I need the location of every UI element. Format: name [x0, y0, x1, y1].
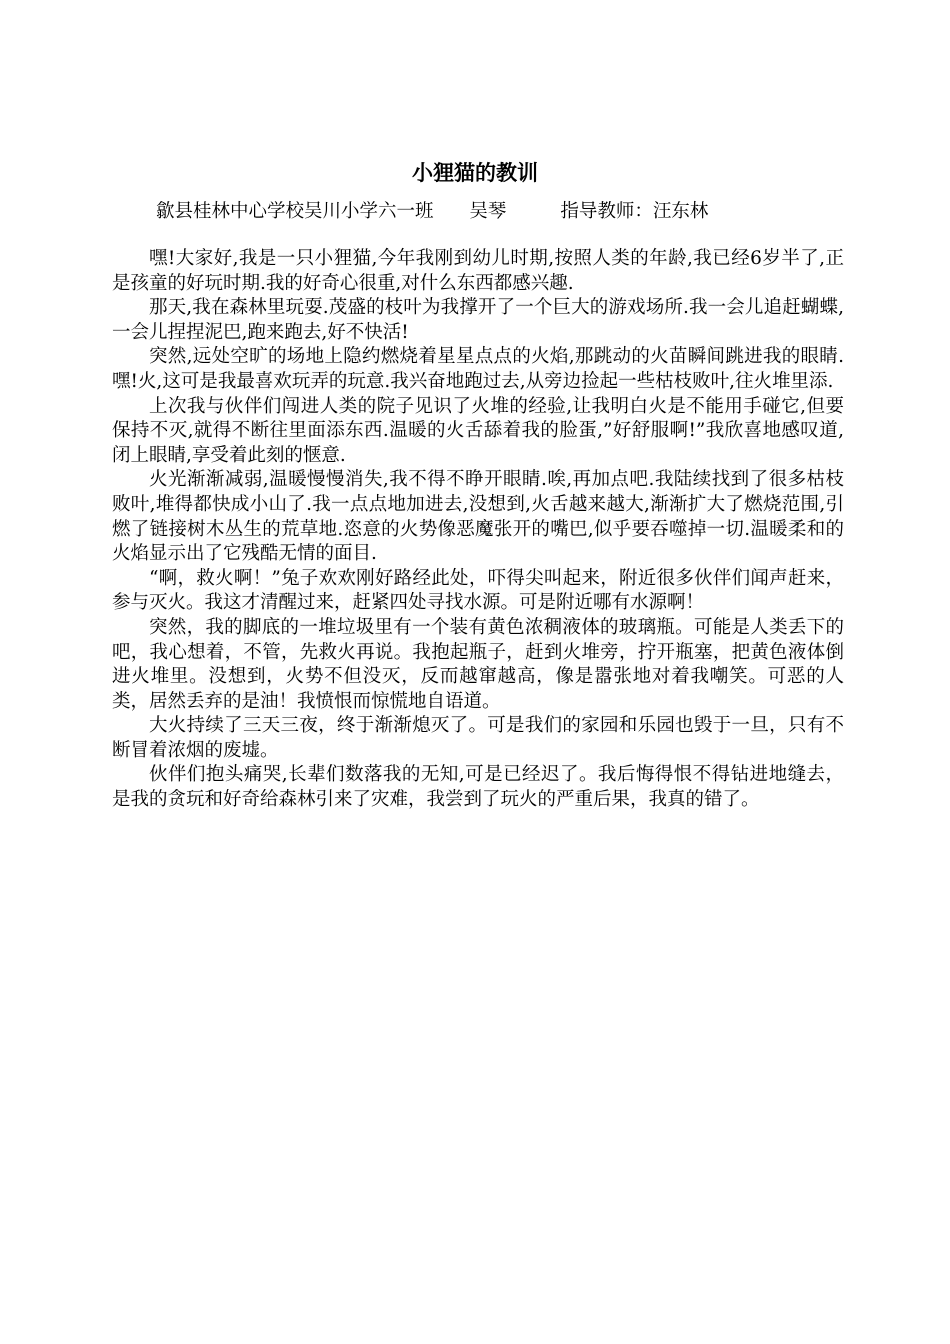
paragraph-9: 伙伴们抱头痛哭,长辈们数落我的无知,可是已经迟了。我后悔得恨不得钻进地缝去，是我的贪玩和好奇给森林引来了灾难，我尝到了玩火的严重后果，我真的错了。	[112, 764, 844, 811]
byline	[156, 198, 708, 226]
paragraph-2: 那天,我在森林里玩耍.茂盛的枝叶为我撑开了一个巨大的游戏场所.我一会儿追赶蝴蝶,一会儿捏捏泥巴,跑来跑去,好不快活!	[112, 297, 844, 343]
paragraph-5: 火光渐渐减弱,温暖慢慢消失,我不得不睁开眼睛.唉,再加点吧.我陆续找到了很多枯枝败叶,堆得都快成小山了.我一点点地加进去,没想到,火舌越来越大,渐渐扩大了燃烧范围,引燃了链接树木丛生的荒草地.恣意的火势像恶魔张开的嘴巴,似乎要吞噬掉一切.温暖柔和的火焰显示出了它残酷无情的面目.	[112, 469, 844, 565]
paragraph-8: 大火持续了三天三夜，终于渐渐熄灭了。可是我们的家园和乐园也毁于一旦，只有不断冒着浓烟的废墟。	[112, 715, 844, 761]
byline-school: 歙县桂林中心学校吴川小学六一班	[156, 201, 434, 222]
paragraph-3: 突然,远处空旷的场地上隐约燃烧着星星点点的火焰,那跳动的火苗瞬间跳进我的眼睛.嘿!火,这可是我最喜欢玩弄的玩意.我兴奋地跑过去,从旁边捡起一些枯枝败叶,往火堆里添.	[112, 346, 844, 392]
paragraph-1: 嘿!大家好,我是一只小狸猫,今年我刚到幼儿时期,按照人类的年龄,我已经6岁半了,正是孩童的好玩时期.我的好奇心很重,对什么东西都感兴趣.	[112, 248, 844, 294]
document-body	[112, 247, 844, 813]
byline-teacher: 指导教师：汪东林	[560, 201, 709, 222]
byline-author: 吴琴	[469, 201, 507, 222]
paragraph-4: 上次我与伙伴们闯进人类的院子见识了火堆的经验,让我明白火是不能用手碰它,但要保持不灭,就得不断往里面添东西.温暖的火舌舔着我的脸蛋,”好舒服啊!”我欣喜地感叹道,闭上眼睛,享受着此刻的惬意.	[112, 395, 844, 466]
document-title: 小狸猫的教训	[412, 160, 538, 185]
paragraph-6: “啊，救火啊！”兔子欢欢刚好路经此处，吓得尖叫起来，附近很多伙伴们闻声赶来，参与灭火。我这才清醒过来，赶紧四处寻找水源。可是附近哪有水源啊！	[112, 567, 844, 614]
paragraph-7: 突然，我的脚底的一堆垃圾里有一个装有黄色浓稠液体的玻璃瓶。可能是人类丢下的吧，我心想着，不管，先救火再说。我抱起瓶子，赶到火堆旁，拧开瓶塞，把黄色液体倒进火堆里。没想到，火势不但没灭，反而越窜越高，像是嚣张地对着我嘲笑。可恶的人类，居然丢弃的是油！我愤恨而惊慌地自语道。	[112, 616, 844, 712]
